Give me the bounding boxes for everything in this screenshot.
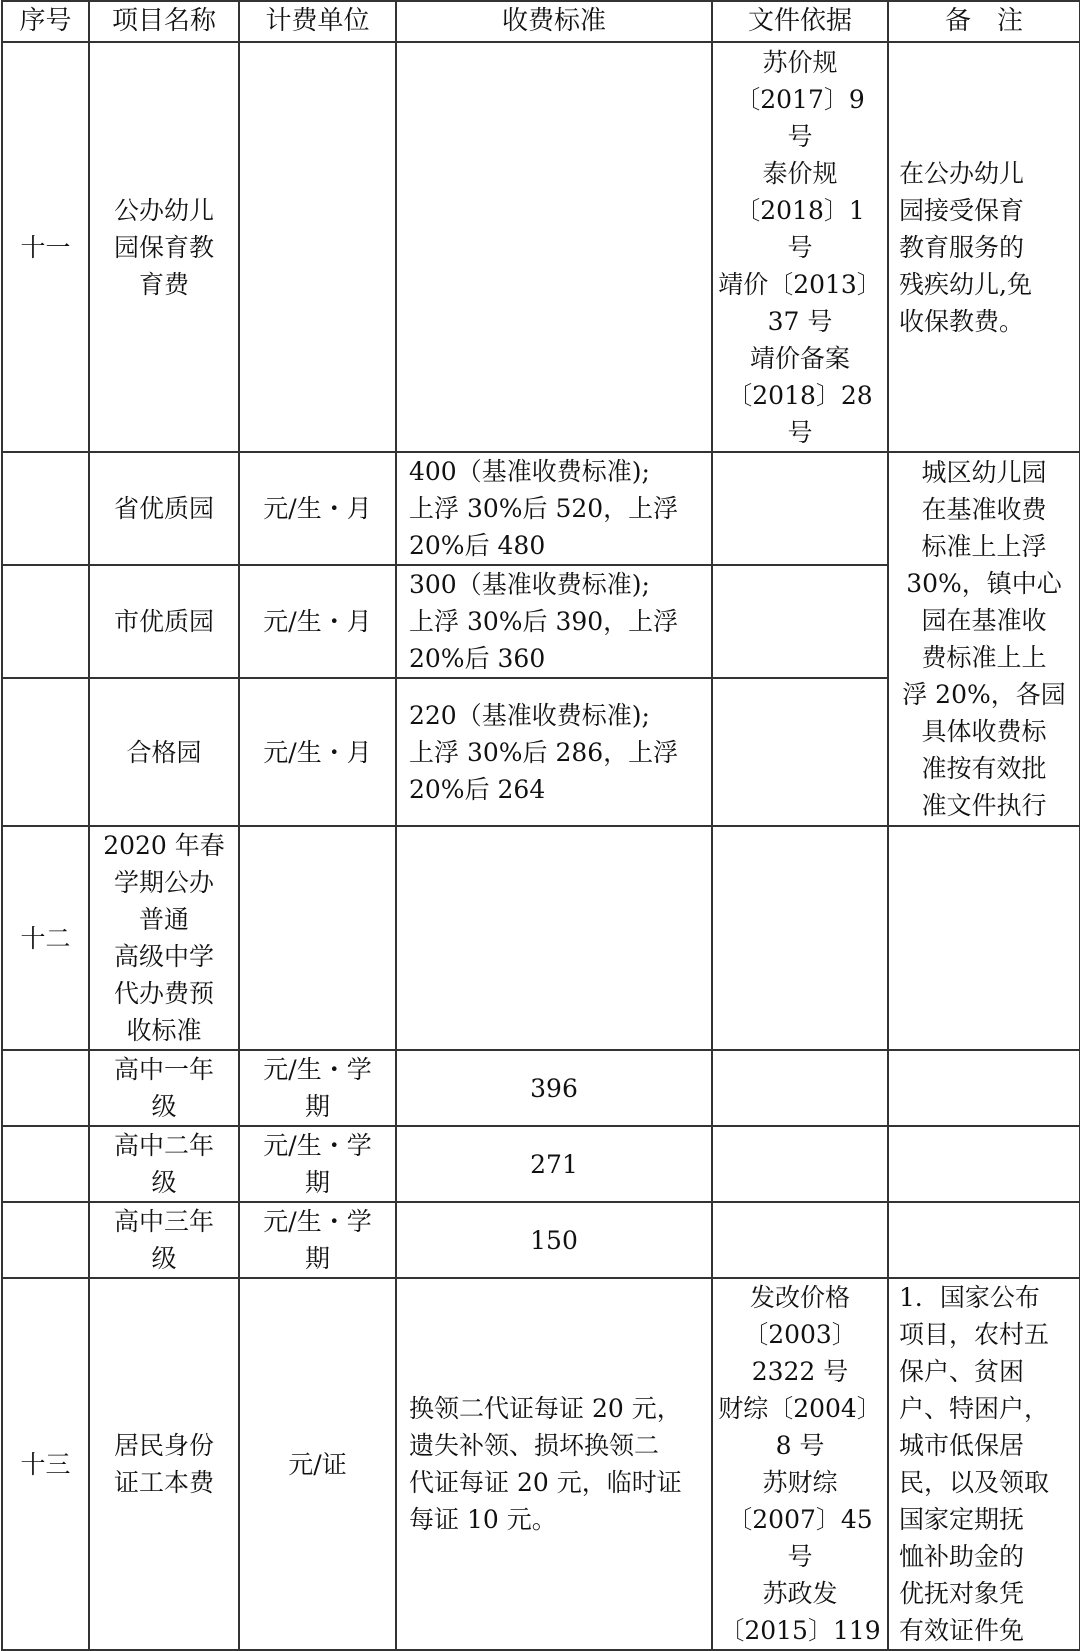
name-cell: 合格园 [89, 678, 239, 826]
standard-cell: 271 [396, 1126, 712, 1202]
remark-cell: 在公办幼儿 园接受保育 教育服务的 残疾幼儿,免 收保教费。 [888, 42, 1080, 452]
table-row [2, 1126, 1080, 1202]
standard-cell: 150 [396, 1202, 712, 1278]
unit-cell: 元/生・月 [239, 452, 396, 565]
name-cell: 2020 年春 学期公办 普通 高级中学 代办费预 收标准 [89, 826, 239, 1050]
unit-cell: 元/生・学 期 [239, 1202, 396, 1278]
header-row [2, 1, 1080, 42]
seq-cell [2, 452, 89, 565]
unit-cell: 元/生・月 [239, 565, 396, 678]
seq-cell: 十一 [2, 42, 89, 452]
remark-cell [888, 1126, 1080, 1202]
standard-cell [396, 42, 712, 452]
basis-cell [712, 678, 888, 826]
unit-cell [239, 826, 396, 1050]
standard-cell: 300（基准收费标准); 上浮 30%后 390，上浮 20%后 360 [396, 565, 712, 678]
basis-cell: 苏价规 〔2017〕9 号 泰价规 〔2018〕1 号 靖价〔2013〕 37 号 靖价备案 〔2018〕28 号 [712, 42, 888, 452]
unit-cell [239, 42, 396, 452]
standard-cell: 396 [396, 1050, 712, 1126]
remark-cell [888, 826, 1080, 1050]
header-standard: 收费标准 [396, 1, 712, 42]
seq-cell [2, 1050, 89, 1126]
standard-cell: 220（基准收费标准); 上浮 30%后 286，上浮 20%后 264 [396, 678, 712, 826]
name-cell: 高中二年 级 [89, 1126, 239, 1202]
table-row [2, 42, 1080, 452]
seq-cell [2, 678, 89, 826]
name-cell: 高中一年 级 [89, 1050, 239, 1126]
seq-cell: 十三 [2, 1278, 89, 1650]
fee-table [1, 0, 1080, 1651]
remark-cell: 1．国家公布 项目，农村五 保户、贫困 户、特困户， 城市低保居 民，以及领取 国家定期抚 恤补助金的 优抚对象凭 有效证件免 [888, 1278, 1080, 1650]
seq-cell [2, 1126, 89, 1202]
header-seq: 序号 [2, 1, 89, 42]
remark-cell [888, 1050, 1080, 1126]
standard-cell [396, 826, 712, 1050]
header-basis: 文件依据 [712, 1, 888, 42]
name-cell: 高中三年 级 [89, 1202, 239, 1278]
seq-cell [2, 1202, 89, 1278]
standard-cell: 换领二代证每证 20 元， 遗失补领、损坏换领二 代证每证 20 元，临时证 每证 10 元。 [396, 1278, 712, 1650]
unit-cell: 元/生・学 期 [239, 1050, 396, 1126]
name-cell: 市优质园 [89, 565, 239, 678]
standard-cell: 400（基准收费标准); 上浮 30%后 520，上浮 20%后 480 [396, 452, 712, 565]
seq-cell: 十二 [2, 826, 89, 1050]
table-row [2, 1278, 1080, 1650]
header-remark: 备 注 [888, 1, 1080, 42]
remark-cell [888, 1202, 1080, 1278]
unit-cell: 元/生・月 [239, 678, 396, 826]
header-name: 项目名称 [89, 1, 239, 42]
table-row [2, 452, 1080, 565]
basis-cell [712, 1202, 888, 1278]
basis-cell [712, 452, 888, 565]
table-row [2, 1050, 1080, 1126]
table-row [2, 826, 1080, 1050]
basis-cell [712, 1050, 888, 1126]
seq-cell [2, 565, 89, 678]
unit-cell: 元/证 [239, 1278, 396, 1650]
basis-cell [712, 1126, 888, 1202]
remark-cell-kindergarten: 城区幼儿园 在基准收费 标准上上浮 30%，镇中心 园在基准收 费标准上上 浮 20%，各园 具体收费标 准按有效批 准文件执行 [888, 452, 1080, 826]
header-unit: 计费单位 [239, 1, 396, 42]
basis-cell: 发改价格 〔2003〕 2322 号 财综〔2004〕 8 号 苏财综 〔2007〕45 号 苏政发 〔2015〕119 [712, 1278, 888, 1650]
name-cell: 居民身份 证工本费 [89, 1278, 239, 1650]
name-cell: 省优质园 [89, 452, 239, 565]
unit-cell: 元/生・学 期 [239, 1126, 396, 1202]
table-row [2, 1202, 1080, 1278]
name-cell: 公办幼儿 园保育教 育费 [89, 42, 239, 452]
basis-cell [712, 565, 888, 678]
basis-cell [712, 826, 888, 1050]
